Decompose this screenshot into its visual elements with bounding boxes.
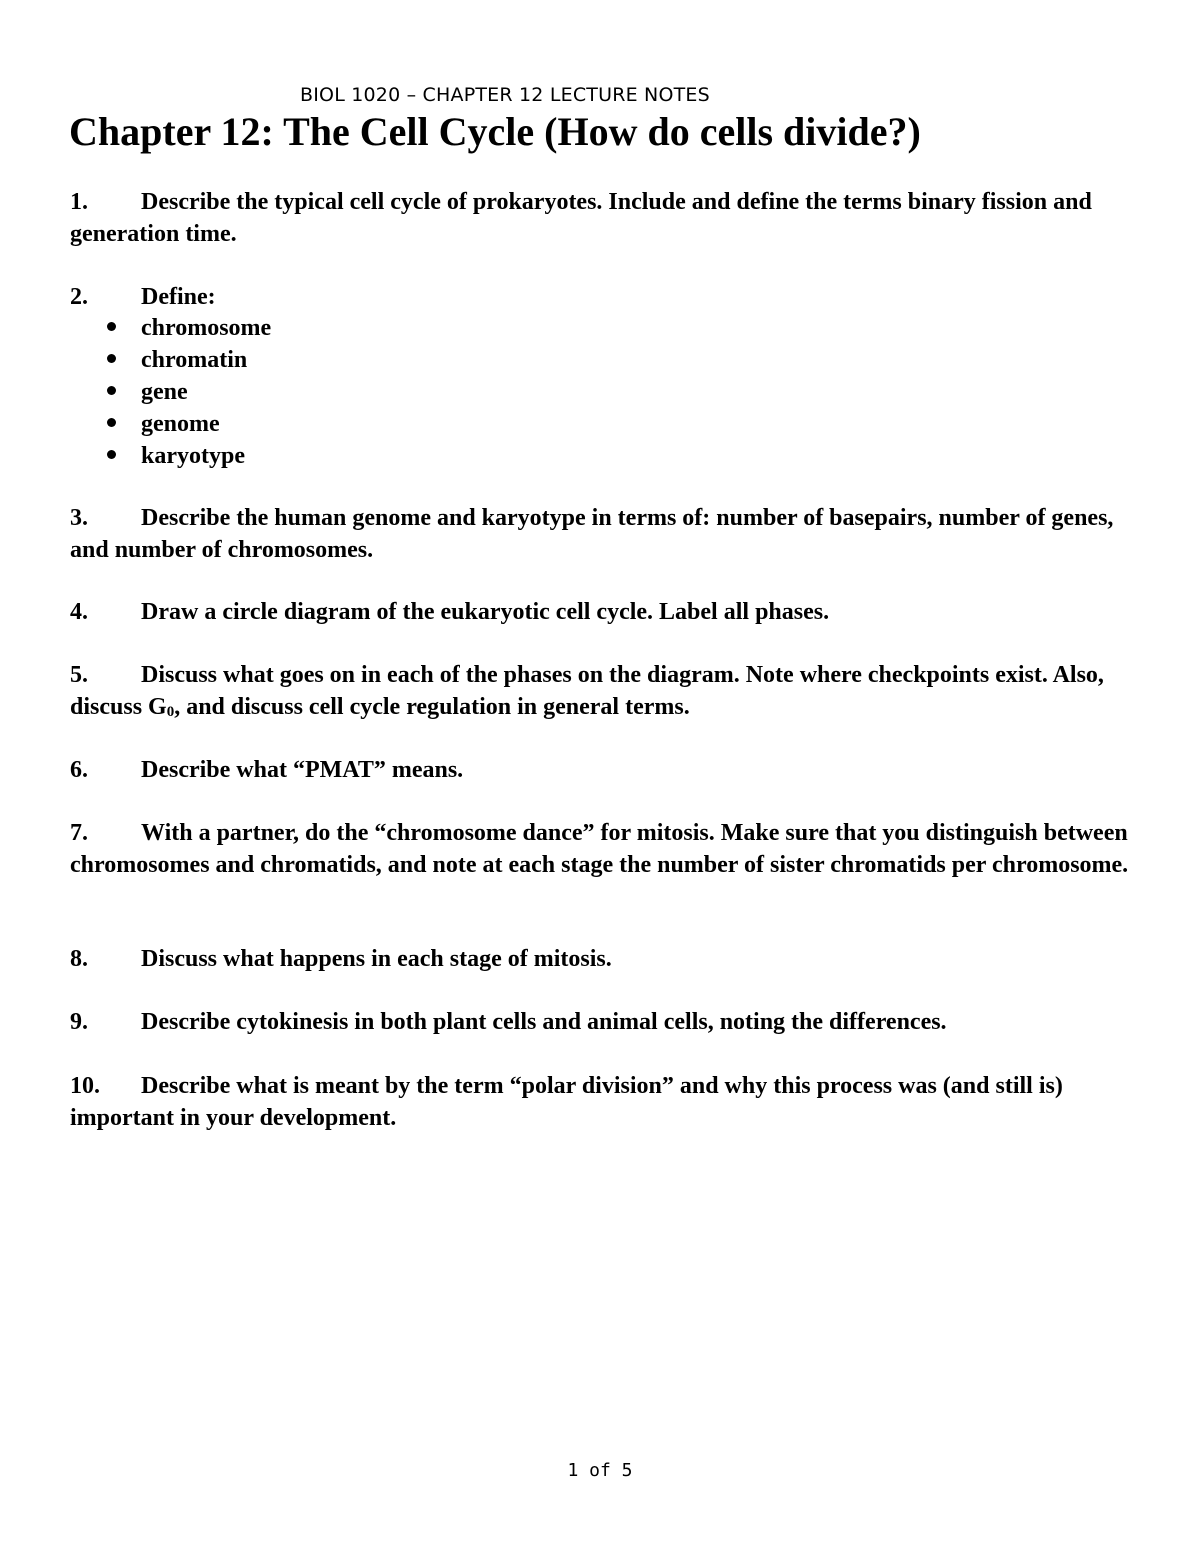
question-5 [70,659,1130,723]
question-number: 9. [70,1009,88,1035]
document-header: BIOL 1020 – CHAPTER 12 LECTURE NOTES [300,84,710,106]
list-item [100,312,271,344]
question-text-a: Discuss what goes on in each of the phases on the diagram. Note where checkpoints exist. Also, discuss G [70,662,1104,720]
bullet-icon [107,354,116,363]
list-item [100,408,271,440]
bullet-icon [107,418,116,427]
question-10 [70,1070,1130,1134]
question-text: Define: [141,284,216,310]
question-text: Discuss what happens in each stage of mitosis. [141,946,612,972]
question-6 [70,754,1130,786]
question-9 [70,1006,1130,1038]
question-number: 1. [70,189,88,215]
question-number: 8. [70,946,88,972]
question-4 [70,596,1130,628]
question-7 [70,817,1130,881]
define-terms-list [100,312,271,472]
question-2 [70,281,1130,313]
question-number: 7. [70,820,88,846]
question-8 [70,943,1130,975]
term-text: karyotype [141,443,245,469]
question-text: Describe the human genome and karyotype in terms of: number of basepairs, number of genes, and number of chromosomes. [70,505,1114,563]
question-3 [70,502,1130,566]
list-item [100,376,271,408]
question-text-b: , and discuss cell cycle regulation in general terms. [174,694,690,720]
question-text: Draw a circle diagram of the eukaryotic cell cycle. Label all phases. [141,599,830,625]
list-item [100,344,271,376]
bullet-icon [107,322,116,331]
question-text: Describe the typical cell cycle of prokaryotes. Include and define the terms binary fission and generation time. [70,189,1092,247]
list-item [100,440,271,472]
question-text: Describe what “PMAT” means. [141,757,464,783]
subscript-zero: 0 [166,704,175,720]
question-number: 6. [70,757,88,783]
question-text: Describe cytokinesis in both plant cells and animal cells, noting the differences. [141,1009,947,1035]
term-text: chromatin [141,347,248,373]
question-number: 5. [70,662,88,688]
bullet-icon [107,450,116,459]
question-number: 10. [70,1073,100,1099]
bullet-icon [107,386,116,395]
term-text: genome [141,411,220,437]
term-text: chromosome [141,315,272,341]
question-number: 4. [70,599,88,625]
question-number: 3. [70,505,88,531]
question-text: Describe what is meant by the term “polar division” and why this process was (and still is) important in your development. [70,1073,1063,1131]
question-text: With a partner, do the “chromosome dance” for mitosis. Make sure that you distinguish between chromosomes and chromatids, and note at each stage the number of sister chromatids per chromosome. [70,820,1129,878]
term-text: gene [141,379,188,405]
page-number: 1 of 5 [567,1460,633,1481]
question-number: 2. [70,284,88,310]
question-1 [70,186,1130,250]
page-title: Chapter 12: The Cell Cycle (How do cells divide?) [69,109,921,154]
